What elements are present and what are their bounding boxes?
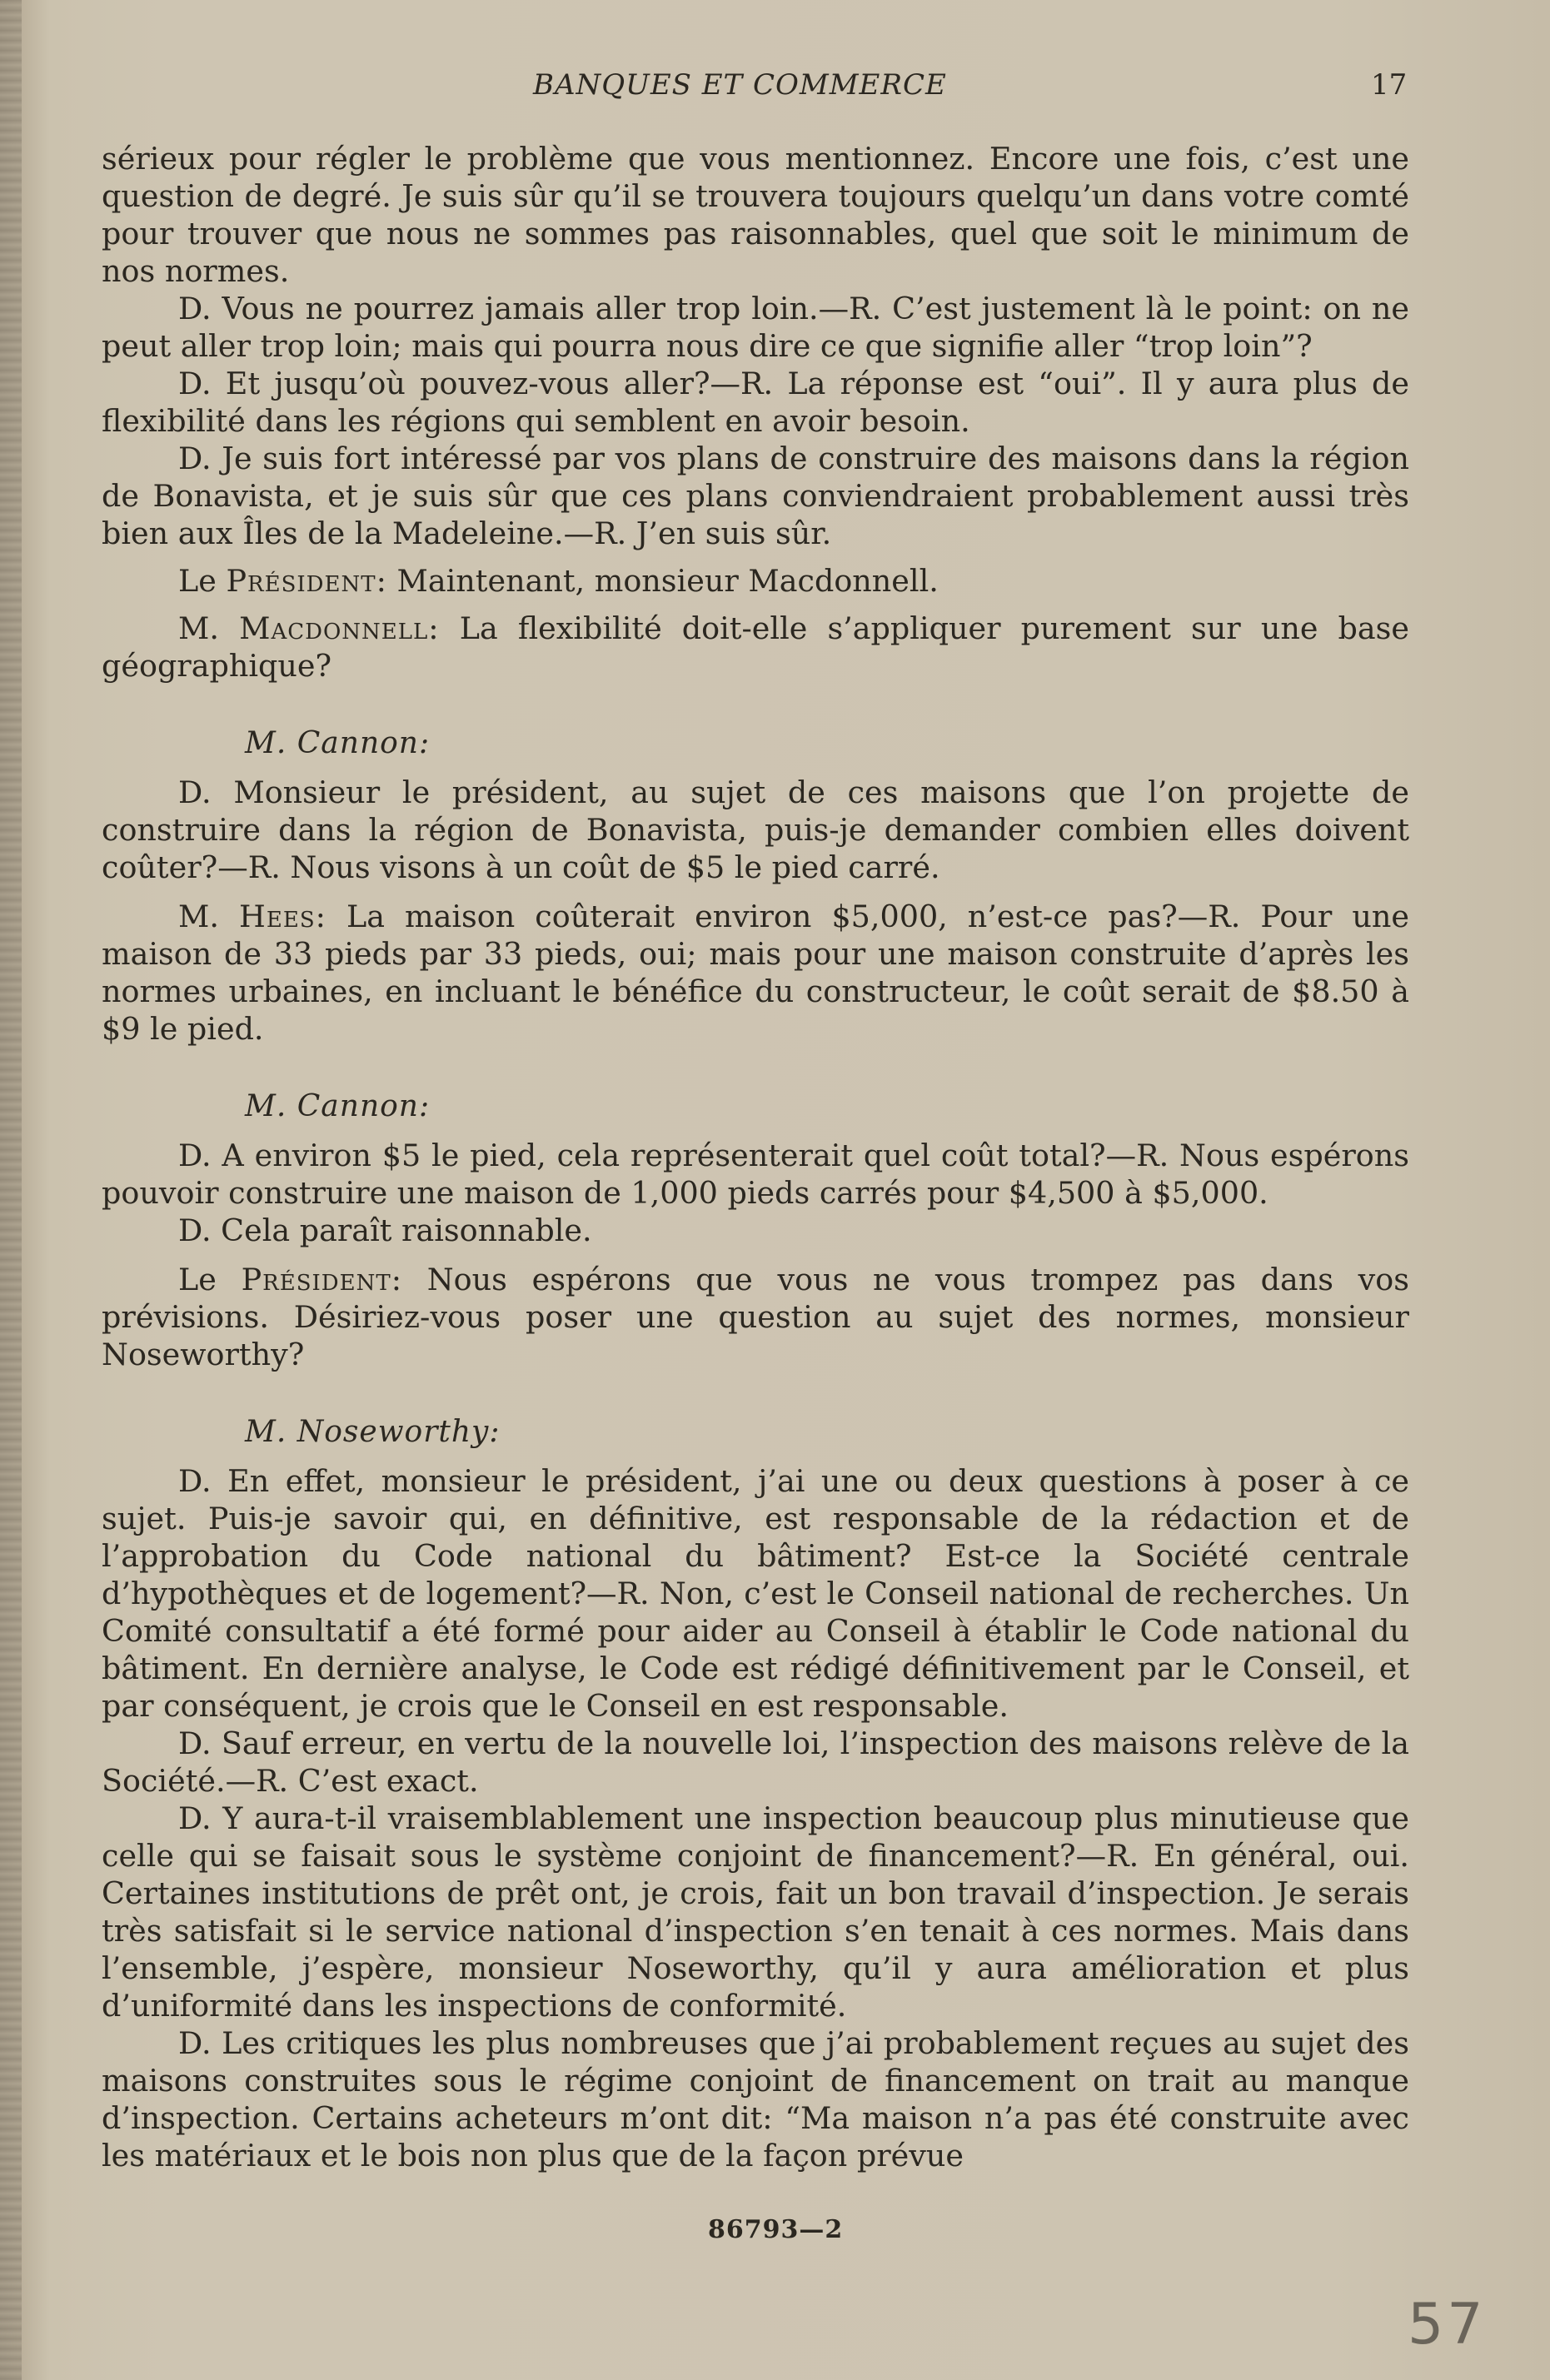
footer-signature-code: 86793—2 <box>708 2215 844 2244</box>
speaker-heading-cannon-2: M. Cannon: <box>245 1089 431 1123</box>
paragraph: D. Cela paraît raisonnable. <box>178 1212 592 1248</box>
paragraph: D. Vous ne pourrez jamais aller trop loin.—R. C’est justement là le point: on ne peut aller trop loin; mais qui pourra nous dire ce que signifie aller “trop loin”? <box>102 291 1409 364</box>
paragraph: D. Je suis fort intéressé par vos plans de construire des maisons dans la région de Bonavista, et je suis sûr que ces plans conviendraient probablement aussi très bien aux Îles de la Madeleine.—R. J’en suis sûr. <box>102 441 1409 551</box>
paragraph: D. Et jusqu’où pouvez-vous aller?—R. La réponse est “oui”. Il y aura plus de flexibilité dans les régions qui semblent en avoir besoin. <box>102 366 1409 439</box>
speaker-heading-cannon-1: M. Cannon: <box>245 726 431 760</box>
speaker-heading-noseworthy: M. Noseworthy: <box>245 1415 501 1449</box>
speaker-prefix: Le <box>178 1262 217 1297</box>
president-remark-2 <box>102 1261 1409 1373</box>
page-binding-edge <box>0 0 22 2380</box>
speaker-prefix: Le <box>178 563 217 599</box>
folio-stamp: 57 <box>1408 2292 1487 2358</box>
remark-text: Nous espérons que vous ne vous trompez pas dans vos prévisions. Désiriez-vous poser une question au sujet des normes, monsieur Noseworthy? <box>102 1262 1410 1372</box>
page-header <box>0 68 1550 110</box>
macdonnell-remark <box>102 610 1409 685</box>
paragraph: D. A environ $5 le pied, cela représenterait quel coût total?—R. Nous espérons pouvoir construire une maison de 1,000 pieds carrés pour $4,500 à $5,000. <box>102 1138 1409 1211</box>
speaker-name: Hees: <box>239 899 326 934</box>
speaker-prefix: M. <box>178 899 219 934</box>
remark-text: La flexibilité doit-elle s’appliquer purement sur une base géographique? <box>102 610 1410 684</box>
speaker-name: Président: <box>241 1262 402 1297</box>
president-remark-1 <box>102 562 1409 600</box>
remark-text: Maintenant, monsieur Macdonnell. <box>396 563 939 599</box>
page-body <box>102 140 1409 2174</box>
paragraph: D. Y aura-t-il vraisemblablement une inspection beaucoup plus minutieuse que celle qui se faisait sous le système conjoint de financement?—R. En général, oui. Certaines institutions de prêt ont, je crois, fait un bon travail d’inspection. Je serais très satisfait si le service national d’inspection s’en tenait à ces normes. Mais dans l’ensemble, j’espère, monsieur Noseworthy, qu’il y aura amélioration et plus d’uniformité dans les inspections de conformité. <box>102 1800 1409 2024</box>
running-title: BANQUES ET COMMERCE <box>533 68 947 102</box>
speaker-name: Président: <box>226 563 387 599</box>
paragraph: D. Les critiques les plus nombreuses que j’ai probablement reçues au sujet des maisons construites sous le régime conjoint de financement on trait au manque d’inspection. Certains acheteurs m’ont dit: “Ma maison n’a pas été construite avec les matériaux et le bois non plus que de la façon prévue <box>102 2025 1409 2173</box>
paragraph: D. Monsieur le président, au sujet de ces maisons que l’on projette de construire dans la région de Bonavista, puis-je demander combien elles doivent coûter?—R. Nous visons à un coût de $5 le pied carré. <box>102 774 1409 885</box>
speaker-prefix: M. <box>178 610 219 646</box>
paragraph: D. En effet, monsieur le président, j’ai une ou deux questions à poser à ce sujet. Puis-je savoir qui, en définitive, est responsable de la rédaction et de l’approbation du Code national du bâtiment? Est-ce la Société centrale d’hypothèques et de logement?—R. Non, c’est le Conseil national de recherches. Un Comité consultatif a été formé pour aider au Conseil à établir le Code national du bâtiment. En dernière analyse, le Code est rédigé définitivement par le Conseil, et par conséquent, je crois que le Conseil en est responsable. <box>102 1463 1409 1724</box>
remark-text: La maison coûterait environ $5,000, n’est-ce pas?—R. Pour une maison de 33 pieds par 33 pieds, oui; mais pour une maison construite d’après les normes urbaines, en incluant le bénéfice du constructeur, le coût serait de $8.50 à $9 le pied. <box>102 899 1410 1047</box>
hees-remark <box>102 898 1409 1048</box>
paragraph: sérieux pour régler le problème que vous mentionnez. Encore une fois, c’est une question de degré. Je suis sûr qu’il se trouvera toujours quelqu’un dans votre comté pour trouver que nous ne sommes pas raisonnables, quel que soit le minimum de nos normes. <box>102 141 1409 289</box>
speaker-name: Macdonnell: <box>239 610 440 646</box>
paragraph: D. Sauf erreur, en vertu de la nouvelle loi, l’inspection des maisons relève de la Société.—R. C’est exact. <box>102 1725 1409 1799</box>
page-number: 17 <box>1371 68 1408 102</box>
